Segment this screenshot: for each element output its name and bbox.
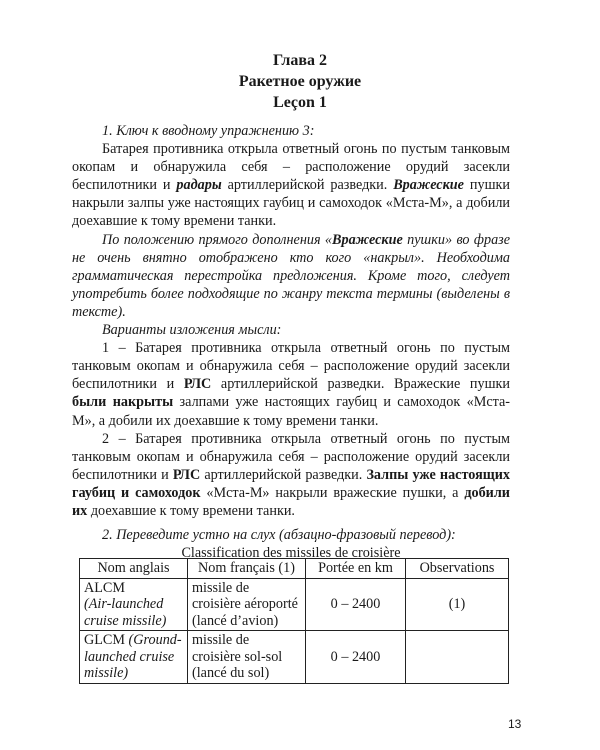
chapter-title: Ракетное оружие bbox=[238, 73, 362, 90]
emphasis-term: Вражеские bbox=[332, 231, 403, 248]
range-cell: 0 – 2400 bbox=[306, 631, 406, 684]
bold-term: Залпы уже настоящих гаубиц и самоходок bbox=[72, 466, 510, 501]
french-name-cell: missile de croisière aéroporté (lancé d’avion) bbox=[188, 578, 306, 631]
chapter-header bbox=[0, 50, 600, 113]
variants-label: Варианты изложения мысли: bbox=[102, 322, 282, 339]
bold-term: были накрыты bbox=[72, 394, 174, 411]
main-text bbox=[72, 122, 510, 562]
text-segment: пушки» во фразе не очень внятно отображено кто кого «накрыл». Необходима грамматическая перестройка предложения. Кроме того, следует употребить более подходящие по жанру текста термины (выделены в тексте). bbox=[72, 231, 510, 320]
text-segment: 1 – Батарея противника открыла ответный огонь по пустым танковым окопам и обнаружила себя – расположение орудий засекли беспилотники и bbox=[72, 340, 510, 393]
paragraph-original bbox=[72, 140, 510, 230]
variant-2 bbox=[72, 430, 510, 520]
paragraph-comment bbox=[72, 231, 510, 321]
column-header: Nom français (1) bbox=[188, 559, 306, 579]
text-segment: артиллерийской разведки. bbox=[221, 177, 394, 194]
variant-1 bbox=[72, 339, 510, 429]
missile-table bbox=[79, 558, 509, 684]
bold-term: РЛС bbox=[172, 466, 201, 483]
bold-term: РЛС bbox=[183, 376, 212, 393]
text-segment: залпами уже настоящих гаубиц и самоходок «Мста-М», а добили их доехавшие к тому времени танки. bbox=[72, 394, 511, 429]
observations-cell bbox=[406, 631, 509, 684]
text-segment: Батарея противника открыла ответный огонь по пустым танковым окопам и обнаружила себя – расположение орудий засекли беспилотники и bbox=[72, 141, 510, 194]
column-header: Nom anglais bbox=[80, 559, 188, 579]
text-segment: 2 – Батарея противника открыла ответный огонь по пустым танковым окопам и обнаружила себя – расположение орудий засекли беспилотники и bbox=[72, 430, 510, 483]
text-segment: артиллерийской разведки. Вражеские пушки bbox=[211, 376, 510, 393]
page-number: 13 bbox=[508, 717, 522, 731]
english-abbreviation: GLCM bbox=[84, 632, 125, 648]
emphasis-term: радары bbox=[176, 177, 222, 194]
english-full-name: (Ground-launched cruise missile) bbox=[84, 632, 182, 681]
bold-term: добили их bbox=[72, 484, 510, 519]
table-header-row bbox=[80, 559, 509, 579]
text-segment: «Мста-М» накрыли вражеские пушки, а bbox=[200, 484, 465, 501]
english-name-cell bbox=[80, 578, 188, 631]
english-full-name: (Air-launched cruise missile) bbox=[84, 596, 167, 629]
lesson-title: Leçon 1 bbox=[273, 94, 327, 111]
text-segment: артиллерийской разведки. bbox=[200, 466, 367, 483]
table-caption: Classification des missiles de croisière bbox=[181, 545, 401, 562]
column-header: Observations bbox=[406, 559, 509, 579]
text-segment: пушки накрыли залпы уже настоящих гаубиц и самоходок «Мста-М», а добили доехавшие к тому времени танки. bbox=[72, 177, 510, 230]
emphasis-term: Вражеские bbox=[393, 177, 464, 194]
english-abbreviation: ALCM bbox=[84, 579, 125, 596]
observations-cell: (1) bbox=[406, 578, 509, 631]
exercise-2-heading: 2. Переведите устно на слух (абзацно-фразовый перевод): bbox=[102, 527, 456, 544]
chapter-number: Глава 2 bbox=[273, 52, 327, 69]
column-header: Portée en km bbox=[306, 559, 406, 579]
range-cell: 0 – 2400 bbox=[306, 578, 406, 631]
table-row bbox=[80, 578, 509, 631]
text-segment: По положению прямого дополнения « bbox=[102, 231, 333, 248]
english-name-cell bbox=[80, 631, 188, 684]
table-row bbox=[80, 631, 509, 684]
text-segment: доехавшие к тому времени танки. bbox=[87, 502, 295, 519]
exercise-1-heading: 1. Ключ к вводному упражнению 3: bbox=[102, 123, 315, 139]
french-name-cell: missile de croisière sol-sol (lancé du sol) bbox=[188, 631, 306, 684]
